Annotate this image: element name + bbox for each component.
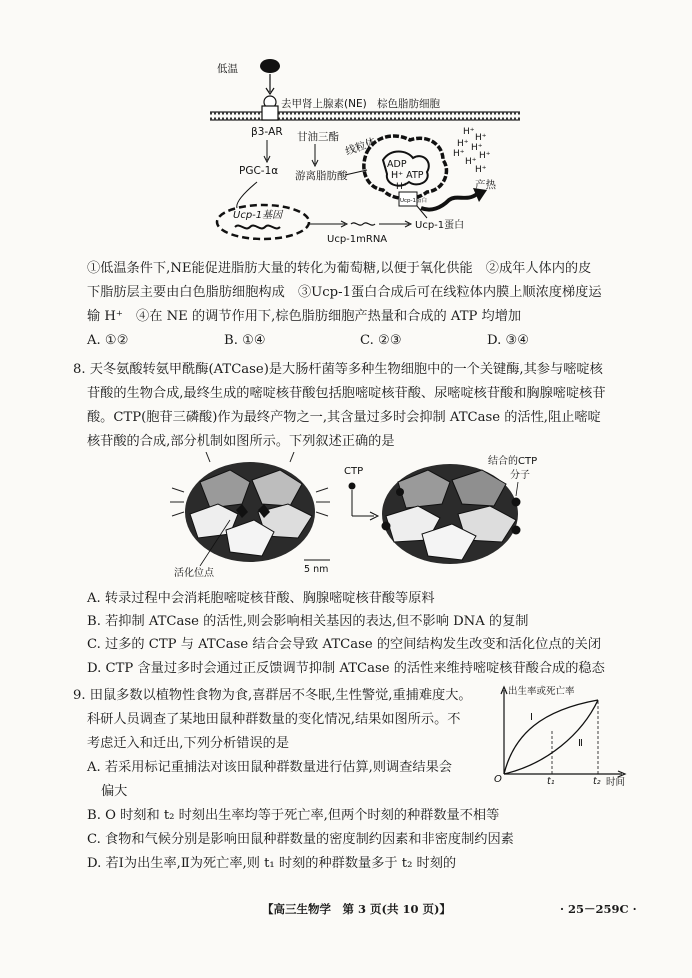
label-ucp-protein: Ucp-1蛋白 xyxy=(415,220,465,231)
graph-origin: O xyxy=(494,774,502,785)
curve-2-label: Ⅱ xyxy=(578,738,583,749)
q8-option-c: C. 过多的 CTP 与 ATCase 结合会导致 ATCase 的空间结构发生改变和活化位点的关闭 xyxy=(87,637,602,652)
label-hplus-inner: H⁺ xyxy=(396,182,408,192)
label-scale: 5 nm xyxy=(304,564,329,575)
label-free-fatty-acid: 游离脂肪酸 xyxy=(295,170,348,182)
heat-arrow xyxy=(421,194,477,210)
curve-2 xyxy=(504,700,598,774)
label-b3ar: β3-AR xyxy=(251,126,283,138)
svg-text:H⁺: H⁺ xyxy=(475,133,487,143)
curve-1-label: Ⅰ xyxy=(530,712,533,723)
label-gene: Ucp-1基因 xyxy=(233,210,283,221)
label-ucp-small: Ucp-1蛋白 xyxy=(400,198,428,204)
q8-stem-line2: 苷酸的生物合成,最终生成的嘧啶核苷酸包括胞嘧啶核苷酸、尿嘧啶核苷酸和胸腺嘧啶核苷 xyxy=(87,386,606,401)
q9-option-a-line2: 偏大 xyxy=(101,784,128,799)
q7-statement-line2: 下脂肪层主要由白色脂肪细胞构成 ③Ucp-1蛋白合成后可在线粒体内膜上顺浓度梯度运 xyxy=(87,285,602,300)
svg-text:H⁺: H⁺ xyxy=(463,127,475,137)
label-mitochondrion: 线粒体 xyxy=(343,135,378,158)
q7-statement-line3: 输 H⁺ ④在 NE 的调节作用下,棕色脂肪细胞产热量和合成的 ATP 均增加 xyxy=(87,309,522,324)
label-adp: ADP xyxy=(387,159,407,170)
svg-text:H⁺: H⁺ xyxy=(475,165,487,175)
q9-stem-line1: 9. 田鼠多数以植物性食物为食,喜群居不冬眠,生性警觉,重捕难度大。 xyxy=(73,688,472,703)
label-atp: H⁺ ATP xyxy=(391,170,424,181)
q7-option-b: B. ①④ xyxy=(224,333,266,348)
label-heat: 产热 xyxy=(475,179,496,191)
atcase-inhibited-form xyxy=(382,464,521,564)
graph-ylabel: 出生率或死亡率 xyxy=(508,686,575,697)
q7-option-d: D. ③④ xyxy=(487,333,530,348)
q9-stem-line2: 科研人员调查了某地田鼠种群数量的变化情况,结果如图所示。不 xyxy=(87,712,461,727)
svg-text:H⁺: H⁺ xyxy=(479,151,491,161)
graph-xlabel: 时间 xyxy=(606,777,626,788)
label-cold: 低温 xyxy=(217,63,238,75)
curve-1 xyxy=(504,700,598,774)
svg-text:H⁺: H⁺ xyxy=(457,139,469,149)
label-ne: 去甲肾上腺素(NE) xyxy=(281,98,367,110)
ne-molecule xyxy=(260,59,280,73)
svg-text:H⁺: H⁺ xyxy=(471,143,483,153)
q8-option-a: A. 转录过程中会消耗胞嘧啶核苷酸、胸腺嘧啶核苷酸等原料 xyxy=(87,591,435,606)
q9-stem-line3: 考虑迁入和迁出,下列分析错误的是 xyxy=(87,736,290,751)
atcase-figure xyxy=(170,452,570,582)
brown-fat-diagram xyxy=(195,52,525,252)
q8-stem-line1: 8. 天冬氨酸转氨甲酰酶(ATCase)是大肠杆菌等多种生物细胞中的一个关键酶,其参与嘧啶核 xyxy=(73,362,603,377)
label-mrna: Ucp-1mRNA xyxy=(327,234,388,245)
q9-option-a-line1: A. 若采用标记重捕法对该田鼠种群数量进行估算,则调查结果会 xyxy=(87,760,452,775)
q8-option-b: B. 若抑制 ATCase 的活性,则会影响相关基因的表达,但不影响 DNA 的复制 xyxy=(87,614,529,629)
cell-membrane xyxy=(210,112,520,120)
label-ctp: CTP xyxy=(344,466,364,477)
q7-statement-line1: ①低温条件下,NE能促进脂肪大量的转化为葡萄糖,以便于氧化供能 ②成年人体内的皮 xyxy=(87,261,592,276)
label-triglyceride: 甘油三酯 xyxy=(297,131,339,143)
svg-text:H⁺: H⁺ xyxy=(453,149,465,159)
q7-option-c: C. ②③ xyxy=(360,333,402,348)
graph-t1: t₁ xyxy=(547,776,555,787)
footer-code: · 25－259C · xyxy=(560,902,637,916)
label-brown-fat-cell: 棕色脂肪细胞 xyxy=(377,98,440,110)
atcase-active-form xyxy=(170,452,330,562)
q8-stem-line3: 酸。CTP(胞苷三磷酸)作为最终产物之一,其含量过多时会抑制 ATCase 的活性,阻止嘧啶 xyxy=(87,410,601,425)
label-pgc: PGC-1α xyxy=(239,165,279,177)
graph-t2: t₂ xyxy=(593,776,601,787)
birth-death-rate-graph xyxy=(492,684,642,788)
label-molecule: 分子 xyxy=(510,470,530,481)
q9-option-d: D. 若Ⅰ为出生率,Ⅱ为死亡率,则 t₁ 时刻的种群数量多于 t₂ 时刻的 xyxy=(87,856,457,871)
label-active-site: 活化位点 xyxy=(174,568,214,579)
q8-stem-line4: 核苷酸的合成,部分机制如图所示。下列叙述正确的是 xyxy=(87,434,395,449)
q9-option-c: C. 食物和气候分别是影响田鼠种群数量的密度制约因素和非密度制约因素 xyxy=(87,832,514,847)
q9-option-b: B. O 时刻和 t₂ 时刻出生率均等于死亡率,但两个时刻的种群数量不相等 xyxy=(87,808,500,823)
footer-page-info: 【高三生物学 第 3 页(共 10 页)】 xyxy=(262,902,451,916)
q7-option-a: A. ①② xyxy=(87,333,129,348)
svg-text:H⁺: H⁺ xyxy=(465,157,477,167)
q8-option-d: D. CTP 含量过多时会通过正反馈调节抑制 ATCase 的活性来维持嘧啶核苷酸合成的稳态 xyxy=(87,661,605,676)
label-bound-ctp: 结合的CTP xyxy=(488,456,538,467)
proton-cluster xyxy=(453,127,491,175)
